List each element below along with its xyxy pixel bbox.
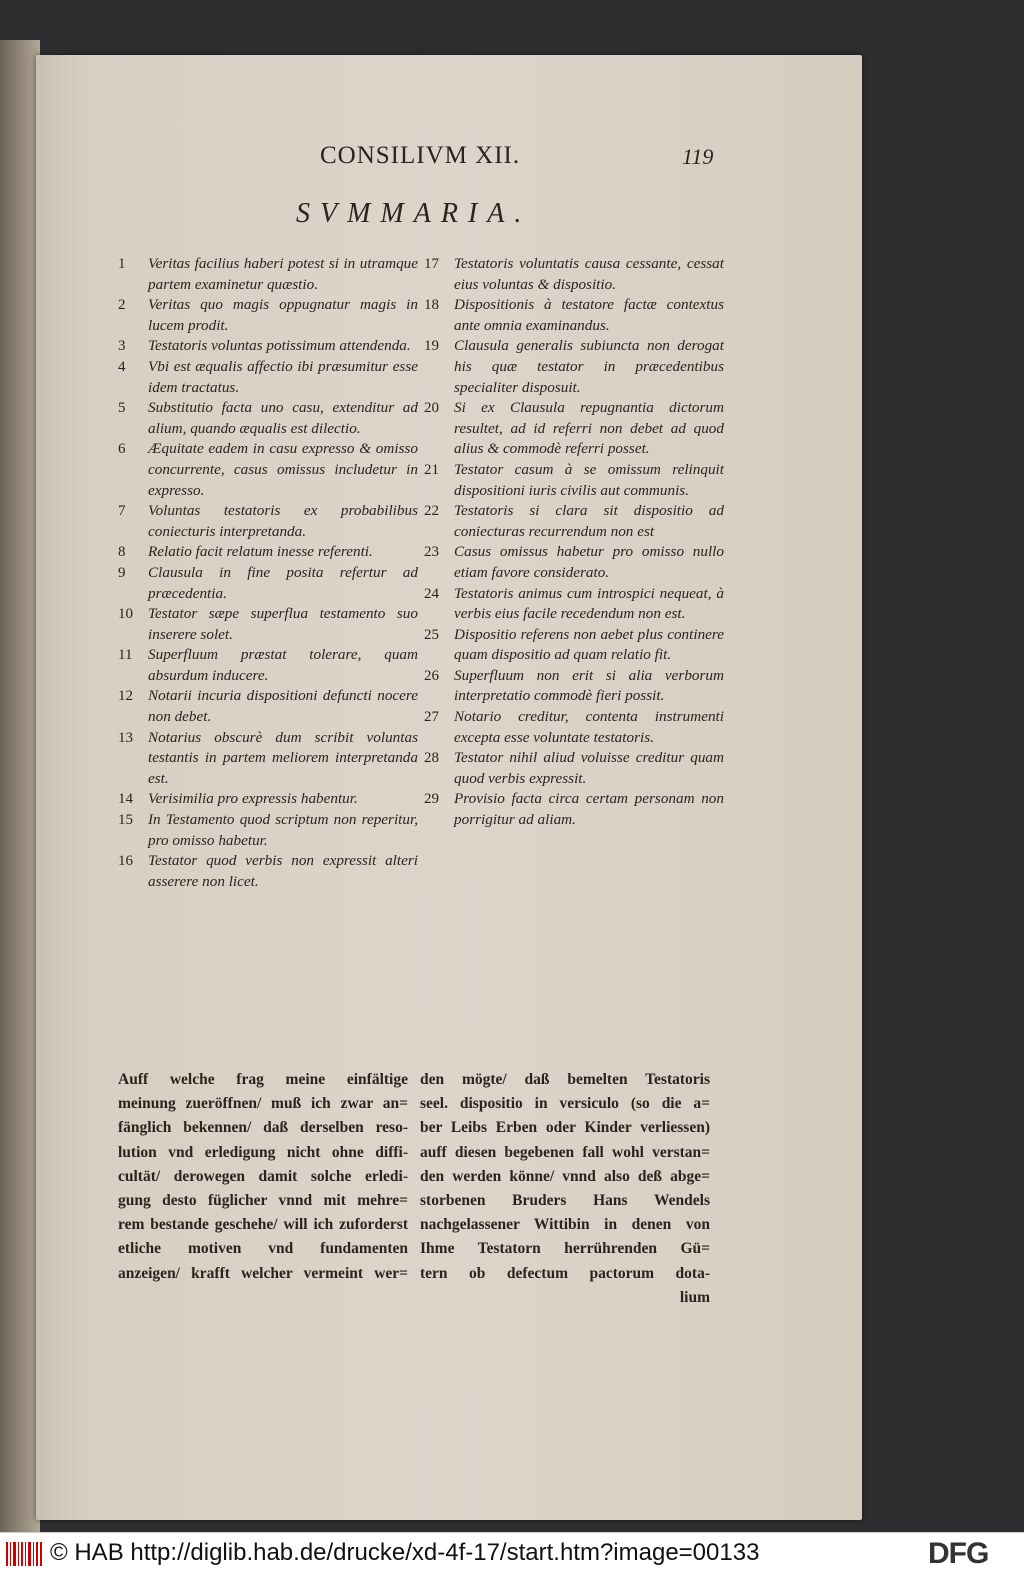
summary-entry [424, 584, 724, 625]
entry-text: Verisimilia pro expressis habentur. [148, 790, 358, 808]
summary-entry [118, 501, 418, 542]
entry-number: 29 [424, 791, 439, 808]
body-line: cultät/ derowegen damit solche erledi- [118, 1167, 408, 1185]
entry-number: 25 [424, 626, 439, 643]
summary-entry [118, 563, 418, 604]
body-line: rem bestande geschehe/ will ich zuforderst [118, 1216, 408, 1234]
entry-text: Clausula in fine posita refertur ad præcedentia. [148, 563, 418, 602]
summary-entry [424, 789, 724, 830]
summary-entry [118, 604, 418, 645]
summary-entry [424, 625, 724, 666]
body-line: storbenen Bruders Hans Wendels [420, 1192, 710, 1210]
body-line: tern ob defectum pactorum dota- [420, 1264, 710, 1282]
entry-number: 4 [118, 358, 126, 375]
entry-text: Testator quod verbis non expressit alteri asserere non licet. [148, 852, 418, 890]
entry-text: Notarii incuria dispositioni defuncti nocere non debet. [148, 687, 418, 726]
summary-entry [424, 666, 724, 707]
running-title: CONSILIVM XII. [320, 142, 521, 169]
entry-number: 3 [118, 338, 126, 355]
entry-text: Notarius obscurè dum scribit voluntas testantis in partem meliorem interpretanda est. [148, 728, 418, 787]
summary-heading: SVMMARIA. [296, 198, 532, 229]
body-line: etliche motiven vnd fundamenten [118, 1240, 408, 1258]
summary-entry [424, 336, 724, 398]
entry-text: Testatoris voluntatis causa cessante, cessat eius voluntas & dispositio. [454, 255, 724, 293]
summary-entry [424, 748, 724, 789]
summary-entry [118, 254, 418, 295]
entry-text: Voluntas testatoris ex probabilibus coniecturis interpretanda. [148, 502, 418, 540]
entry-number: 8 [118, 544, 126, 561]
entry-text: Superfluum non erit si alia verborum interpretatio commodè fieri possit. [454, 666, 724, 705]
entry-number: 21 [424, 461, 439, 478]
entry-number: 12 [118, 688, 133, 705]
body-text-left [118, 1068, 408, 1286]
entry-text: Provisio facta circa certam personam non porrigitur ad aliam. [454, 790, 724, 829]
entry-number: 15 [118, 812, 133, 829]
entry-number: 7 [118, 503, 126, 520]
entry-text: Casus omissus habetur pro omisso nullo etiam favore considerato. [454, 543, 724, 581]
body-line: meinung zueröffnen/ muß ich zwar an= [118, 1095, 408, 1113]
body-line: nachgelassener Wittibin in denen von [420, 1216, 710, 1234]
summary-entry [118, 645, 418, 686]
body-line: gung desto füglicher vnnd mit mehre= [118, 1192, 408, 1210]
entry-number: 16 [118, 853, 133, 870]
entry-number: 14 [118, 791, 133, 808]
entry-text: Clausula generalis subiuncta non derogat his quæ testator in præcedentibus specialiter disposuit. [454, 337, 724, 396]
summary-column-right [424, 254, 724, 831]
previous-page-edge [0, 40, 40, 1532]
summary-entry [118, 336, 418, 357]
entry-number: 23 [424, 544, 439, 561]
entry-text: Veritas facilius haberi potest si in utramque partem examinetur quæstio. [148, 255, 418, 293]
entry-text: Substitutio facta uno casu, extenditur ad alium, quando æqualis est dilectio. [148, 399, 418, 437]
entry-text: Testator nihil aliud voluisse creditur quam quod verbis expressit. [454, 749, 724, 787]
entry-text: Relatio facit relatum inesse referenti. [148, 543, 373, 561]
summary-entry [118, 398, 418, 439]
entry-text: Testatoris voluntas potissimum attendenda. [148, 337, 411, 355]
summary-column-left [118, 254, 418, 892]
entry-number: 18 [424, 297, 439, 314]
entry-number: 9 [118, 564, 126, 581]
entry-number: 1 [118, 256, 126, 272]
body-line: den mögte/ daß bemelten Testatoris [420, 1071, 710, 1088]
body-line: lium [679, 1288, 710, 1306]
body-line: Ihme Testatorn herrührenden Gü= [420, 1240, 710, 1258]
summary-entry [424, 707, 724, 748]
entry-text: Testatoris si clara sit dispositio ad coniecturas recurrendum non est [454, 502, 724, 540]
summary-entry [424, 398, 724, 460]
body-line: ber Leibs Erben oder Kinder verliessen) [420, 1119, 710, 1137]
entry-number: 26 [424, 667, 439, 684]
barcode-icon [6, 1542, 42, 1566]
body-line: den werden könne/ vnnd also deß abge= [420, 1167, 710, 1185]
summary-entry [118, 295, 418, 336]
summary-entry [118, 357, 418, 398]
entry-number: 24 [424, 585, 439, 602]
summary-entry [424, 460, 724, 501]
summary-entry [118, 542, 418, 563]
entry-number: 6 [118, 441, 126, 458]
entry-number: 5 [118, 400, 126, 417]
entry-number: 22 [424, 503, 439, 520]
entry-text: Testator casum à se omissum relinquit dispositioni iuris civilis aut communis. [454, 460, 724, 499]
body-text-right [420, 1068, 710, 1310]
summary-entry [424, 542, 724, 583]
summary-entry [118, 851, 418, 892]
summary-entry [118, 686, 418, 727]
dfg-logo: DFG [928, 1537, 989, 1570]
footer-bar [0, 1532, 1024, 1573]
page-number: 119 [682, 144, 714, 169]
body-line: seel. dispositio in versiculo (so die a= [420, 1095, 710, 1113]
entry-text: Testatoris animus cum introspici nequeat, à verbis eius facile recedendum non est. [454, 584, 724, 623]
entry-number: 2 [118, 297, 126, 314]
entry-text: Vbi est æqualis affectio ibi præsumitur esse idem tractatus. [148, 357, 418, 396]
summary-entry [118, 789, 418, 810]
summary-entry [118, 439, 418, 501]
body-line: anzeigen/ krafft welcher vermeint wer= [118, 1264, 408, 1282]
body-line: auff diesen begebenen fall wohl verstan= [420, 1143, 710, 1161]
entry-number: 10 [118, 606, 133, 623]
body-line: fänglich bekennen/ daß derselben reso- [118, 1119, 408, 1137]
summary-entry [424, 501, 724, 542]
body-line: lution vnd erledigung nicht ohne diffi- [118, 1143, 408, 1161]
entry-number: 11 [118, 647, 133, 664]
entry-text: Notario creditur, contenta instrumenti excepta esse voluntate testatoris. [454, 708, 724, 746]
copyright-url-text[interactable]: © HAB http://diglib.hab.de/drucke/xd-4f-17/start.htm?image=00133 [50, 1539, 760, 1566]
entry-number: 27 [424, 709, 439, 726]
summary-entry [424, 295, 724, 336]
entry-number: 17 [424, 256, 439, 272]
entry-number: 19 [424, 338, 439, 355]
summary-entry [118, 728, 418, 790]
entry-text: Dispositionis à testatore factæ contextus ante omnia examinandus. [454, 296, 724, 334]
entry-number: 20 [424, 400, 439, 417]
entry-number: 13 [118, 729, 133, 746]
summary-entry [424, 254, 724, 295]
entry-text: Veritas quo magis oppugnatur magis in lucem prodit. [148, 296, 418, 334]
entry-text: Si ex Clausula repugnantia dictorum resultet, ad id referri non debet ad quod alius & commodè referri posset. [454, 399, 724, 458]
entry-text: Dispositio referens non aebet plus continere quam dispositio ad quam relatio fit. [454, 625, 724, 664]
summary-entry [118, 810, 418, 851]
entry-number: 28 [424, 750, 439, 767]
entry-text: Testator sæpe superflua testamento suo inserere solet. [148, 605, 418, 643]
entry-text: Superfluum præstat tolerare, quam absurdum inducere. [148, 646, 418, 684]
entry-text: In Testamento quod scriptum non reperitur, pro omisso habetur. [148, 811, 418, 849]
body-line: Auff welche frag meine einfältige [118, 1071, 408, 1088]
entry-text: Æquitate eadem in casu expresso & omisso concurrente, casus omissus includetur in expresso. [148, 440, 418, 499]
